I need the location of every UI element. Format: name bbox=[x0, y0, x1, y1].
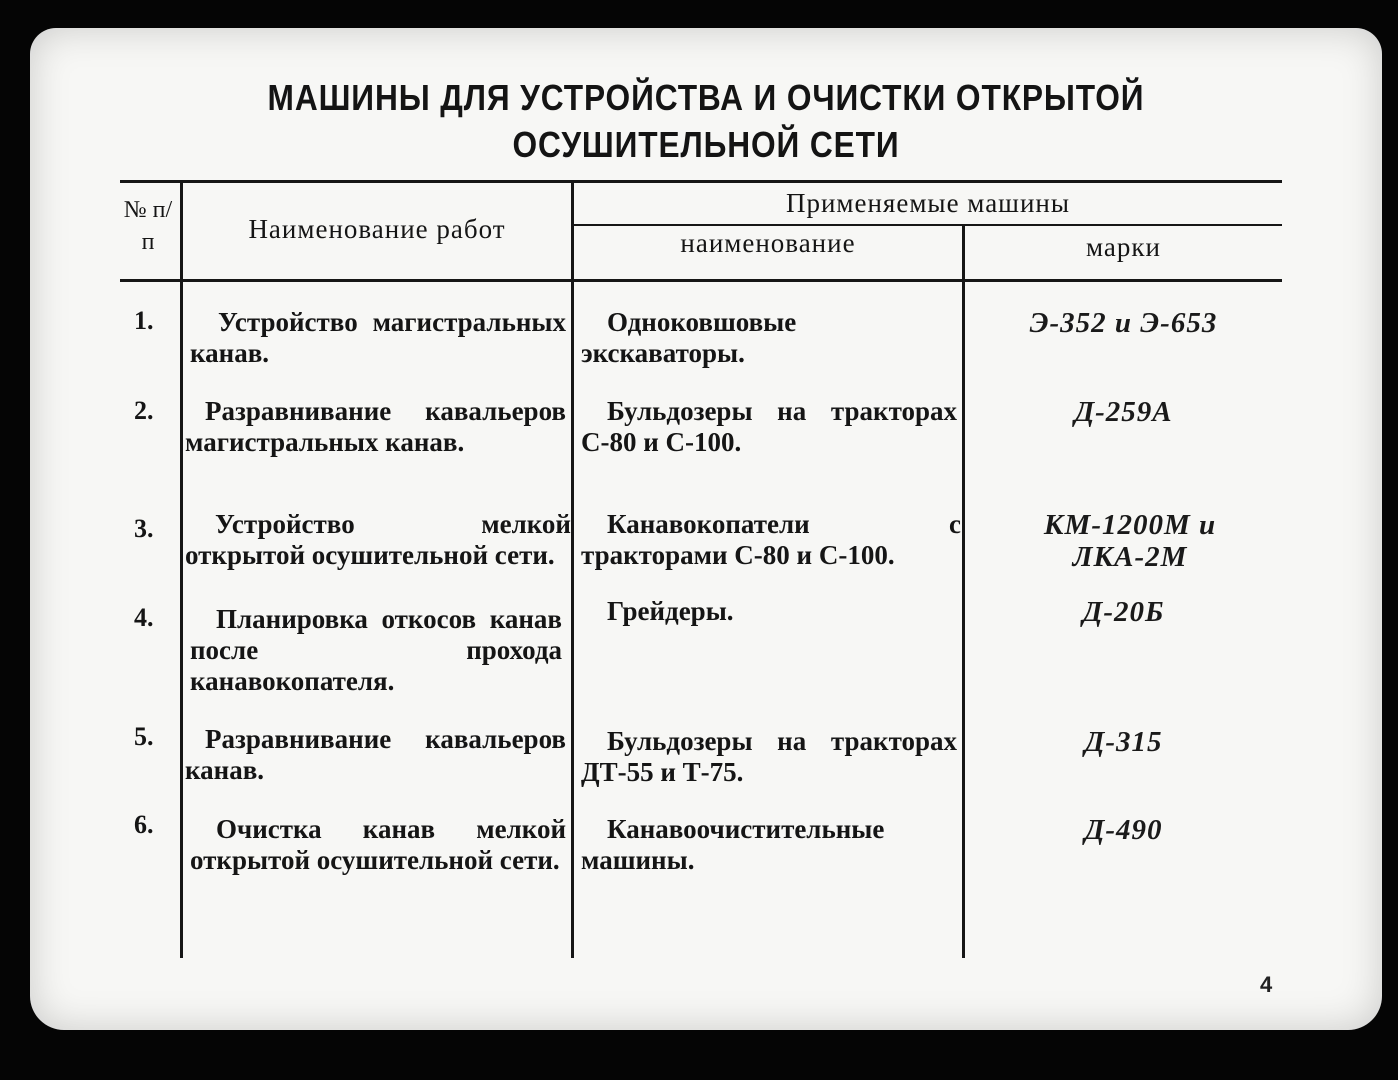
page-number: 4 bbox=[1260, 972, 1273, 997]
header-bottom-rule bbox=[120, 279, 1282, 282]
row-2-num: 2. bbox=[134, 396, 154, 425]
row-5-machine: Бульдозеры на тракторах ДТ-55 и Т-75. bbox=[581, 726, 957, 787]
title-line-1: МАШИНЫ ДЛЯ УСТРОЙСТВА И ОЧИСТКИ ОТКРЫТОЙ bbox=[267, 77, 1145, 118]
row-1-machine: Одноковшовые экскаваторы. bbox=[581, 307, 797, 368]
row-3-work: Устройство мелкой открытой осушительной сети. bbox=[185, 509, 571, 570]
row-6-brand: Д-490 bbox=[1084, 814, 1163, 846]
row-1-num: 1. bbox=[134, 306, 154, 335]
row-2-brand: Д-259А bbox=[1074, 396, 1173, 428]
row-4-brand: Д-20Б bbox=[1082, 596, 1165, 628]
row-2-machine: Бульдозеры на тракторах С-80 и С-100. bbox=[581, 396, 957, 457]
row-5-num: 5. bbox=[134, 722, 154, 751]
row-6-work: Очистка канав мелкой открытой осушительной сети. bbox=[190, 814, 566, 875]
title-line-2: ОСУШИТЕЛЬНОЙ СЕТИ bbox=[512, 124, 900, 165]
header-machine-name: наименование bbox=[680, 228, 856, 258]
column-divider-2 bbox=[571, 180, 574, 958]
row-4-num: 4. bbox=[134, 603, 154, 632]
row-3-machine: Канавокопатели с тракторами С-80 и С-100. bbox=[581, 509, 961, 570]
column-divider-1 bbox=[180, 180, 183, 958]
row-5-work: Разравнивание кавальеров канав. bbox=[185, 724, 566, 785]
row-6-machine: Канавоочистительные машины. bbox=[581, 814, 885, 875]
row-4-work: Планировка откосов канав после прохода канавокопателя. bbox=[190, 604, 562, 696]
row-3-brand: КМ-1200М и ЛКА-2М bbox=[1043, 509, 1217, 573]
header-machines: Применяемые машины bbox=[785, 188, 1071, 218]
row-1-work: Устройство магистральных канав. bbox=[190, 307, 566, 368]
header-brands: марки bbox=[1086, 232, 1161, 262]
slide bbox=[30, 28, 1382, 1030]
machines-subheader-rule bbox=[574, 224, 1282, 226]
row-6-num: 6. bbox=[134, 810, 154, 839]
table-top-rule bbox=[120, 180, 1282, 183]
page-title bbox=[111, 74, 1301, 168]
row-5-brand: Д-315 bbox=[1084, 726, 1163, 758]
row-2-work: Разравнивание кавальеров магистральных канав. bbox=[185, 396, 566, 457]
row-3-num: 3. bbox=[134, 514, 154, 543]
row-4-machine: Грейдеры. bbox=[607, 596, 734, 626]
header-work: Наименование работ bbox=[248, 214, 506, 244]
header-num: № п/ п bbox=[123, 197, 173, 255]
row-1-brand: Э-352 и Э-653 bbox=[1029, 307, 1218, 339]
